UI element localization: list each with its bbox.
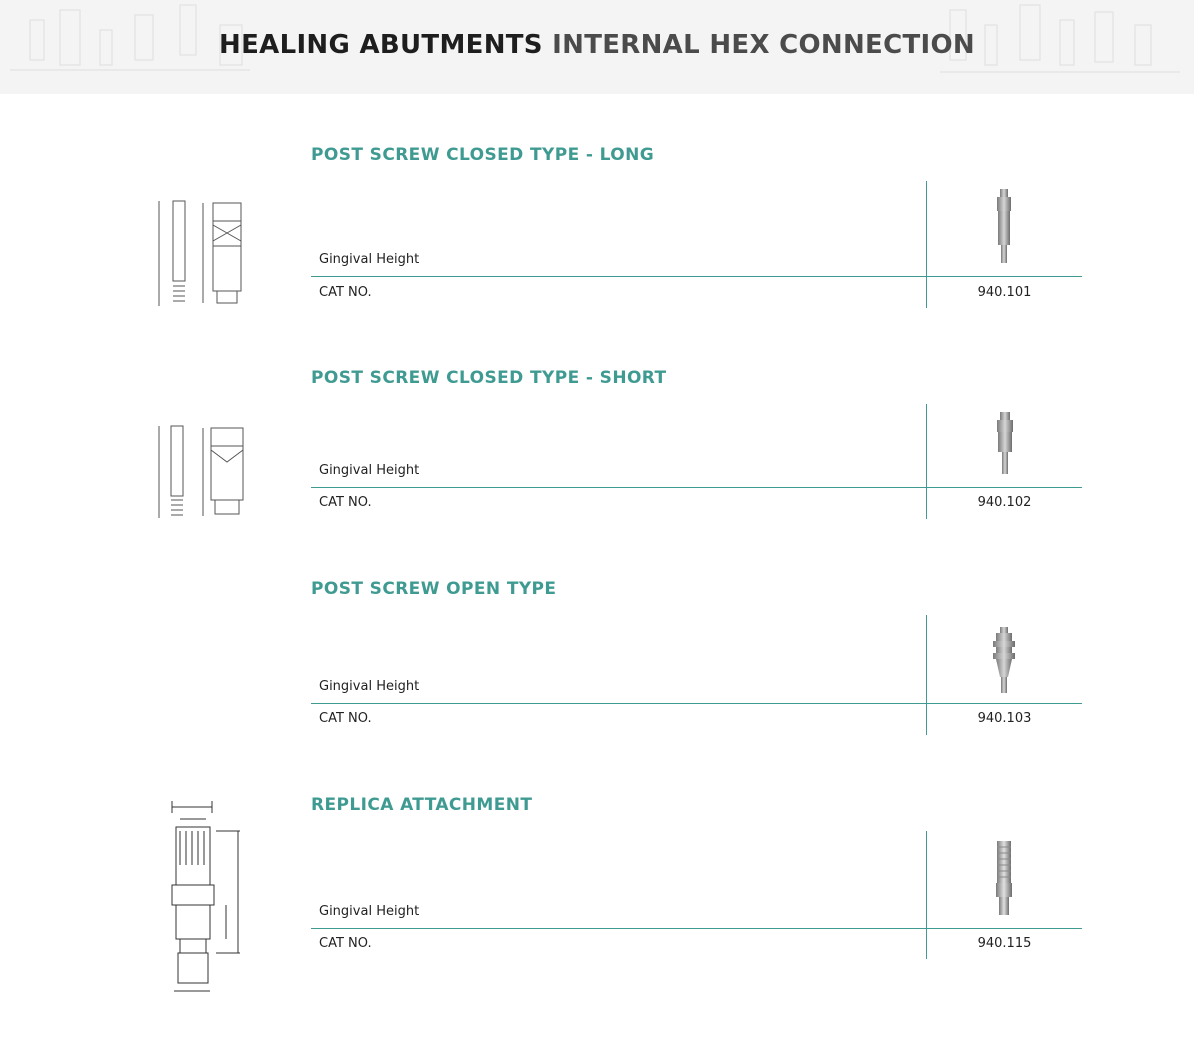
cat-no-value: 940.103 bbox=[977, 711, 1032, 726]
gingival-height-label: Gingival Height bbox=[319, 463, 420, 478]
page-title bbox=[0, 30, 1194, 60]
technical-drawing-replica bbox=[150, 795, 250, 1005]
header-banner bbox=[0, 0, 1194, 94]
product-photo-long bbox=[993, 189, 1015, 265]
cat-no-label: CAT NO. bbox=[319, 285, 372, 300]
gingival-height-label: Gingival Height bbox=[319, 679, 420, 694]
technical-drawing-long bbox=[155, 191, 255, 311]
cat-no-label: CAT NO. bbox=[319, 495, 372, 510]
cat-no-label: CAT NO. bbox=[319, 936, 372, 951]
table-divider-horizontal bbox=[311, 487, 1082, 488]
title-main: HEALING ABUTMENTS bbox=[219, 30, 543, 60]
product-photo-short bbox=[994, 412, 1016, 476]
cat-no-value: 940.115 bbox=[977, 936, 1032, 951]
table-divider-horizontal bbox=[311, 276, 1082, 277]
product-title: REPLICA ATTACHMENT bbox=[311, 795, 533, 815]
table-divider-horizontal bbox=[311, 703, 1082, 704]
gingival-height-label: Gingival Height bbox=[319, 252, 420, 267]
technical-drawing-short bbox=[155, 418, 255, 522]
table-divider-horizontal bbox=[311, 928, 1082, 929]
title-sub: INTERNAL HEX CONNECTION bbox=[552, 30, 975, 60]
product-title: POST SCREW OPEN TYPE bbox=[311, 579, 557, 599]
cat-no-value: 940.101 bbox=[977, 285, 1032, 300]
cat-no-value: 940.102 bbox=[977, 495, 1032, 510]
product-photo-replica bbox=[993, 841, 1015, 917]
product-photo-open bbox=[990, 627, 1018, 695]
product-title: POST SCREW CLOSED TYPE - SHORT bbox=[311, 368, 667, 388]
gingival-height-label: Gingival Height bbox=[319, 904, 420, 919]
product-title: POST SCREW CLOSED TYPE - LONG bbox=[311, 145, 655, 165]
cat-no-label: CAT NO. bbox=[319, 711, 372, 726]
